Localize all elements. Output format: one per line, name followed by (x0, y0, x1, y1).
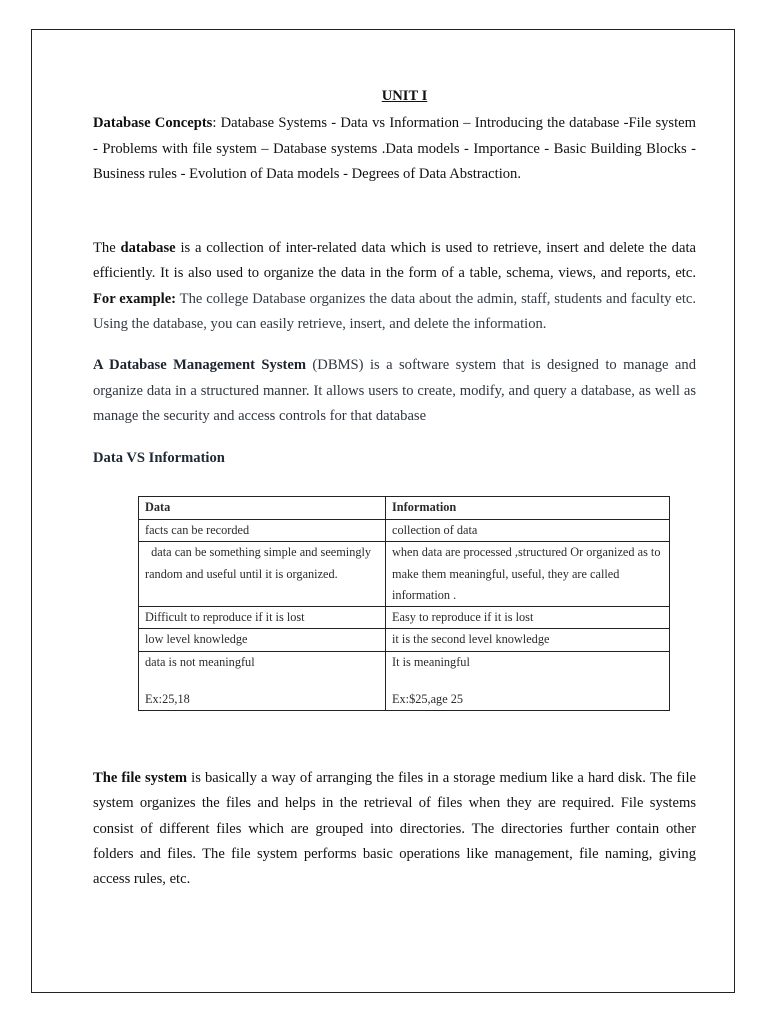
table-cell: low level knowledge (139, 629, 386, 651)
table-cell: it is the second level knowledge (386, 629, 670, 651)
concepts-text: : Database Systems - Data vs Information – Introducing the database -File system - Problems with file system – Database systems .Data models - Importance - Basic Building Blocks - Business rules - Evolution of Data models - Degrees of Data Abstraction. (93, 115, 696, 182)
table-cell: data can be something simple and seemingly random and useful until it is organized. (139, 542, 386, 607)
file-system-term: The file system (93, 770, 188, 786)
data-vs-information-table (138, 496, 670, 711)
dbms-text: (DBMS) is a software system that is designed to manage and organize data in a structured manner. It allows users to create, modify, and query a database, as well as manage the security and access controls for that database (93, 357, 696, 424)
table-row (139, 542, 670, 607)
table-cell: collection of data (386, 520, 670, 542)
column-header-information: Information (386, 497, 670, 520)
file-system-text: is basically a way of arranging the files in a storage medium like a hard disk. The file system organizes the files and helps in the retrieval of files when they are required. File systems consist of different files which are grouped into directories. The directories further contain other folders and files. The file system performs basic operations like management, file naming, giving access rules, etc. (93, 770, 696, 888)
dbms-term: A Database Management System (93, 357, 307, 374)
cell-text: data is not meaningful (145, 654, 255, 669)
table-header-row (139, 497, 670, 520)
database-concepts-paragraph (93, 111, 696, 187)
table-row (139, 520, 670, 542)
database-term: database (120, 240, 176, 257)
page-content (93, 84, 696, 472)
info-example: Ex:$25,age 25 (392, 692, 464, 707)
database-pre: The (93, 240, 121, 257)
table-cell: Easy to reproduce if it is lost (386, 607, 670, 629)
table-cell: Difficult to reproduce if it is lost (139, 607, 386, 629)
table-cell: facts can be recorded (139, 520, 386, 542)
dbms-paragraph (93, 353, 696, 429)
table-row (139, 607, 670, 629)
database-text: is a collection of inter-related data which is used to retrieve, insert and delete the data efficiently. It is also used to organize the data in the form of a table, schema, views, and reports, etc. (93, 240, 696, 282)
database-definition-paragraph (93, 236, 696, 337)
column-header-data: Data (139, 497, 386, 520)
table-cell (139, 651, 386, 711)
example-label: For example: (93, 290, 177, 307)
cell-text: It is meaningful (392, 654, 470, 669)
table-cell (386, 651, 670, 711)
data-vs-information-heading: Data VS Information (93, 450, 225, 467)
example-text: The college Database organizes the data about the admin, staff, students and faculty etc. Using the database, you can easily retrieve, insert, and delete the information. (93, 290, 696, 333)
unit-title: UNIT I (381, 88, 428, 104)
file-system-paragraph (93, 766, 696, 892)
table-row (139, 651, 670, 711)
table-row (139, 629, 670, 651)
data-example: Ex:25,18 (145, 692, 190, 707)
table-cell: when data are processed ,structured Or organized as to make them meaningful, useful, they are called information . (386, 542, 670, 607)
concepts-label: Database Concepts (93, 115, 213, 132)
